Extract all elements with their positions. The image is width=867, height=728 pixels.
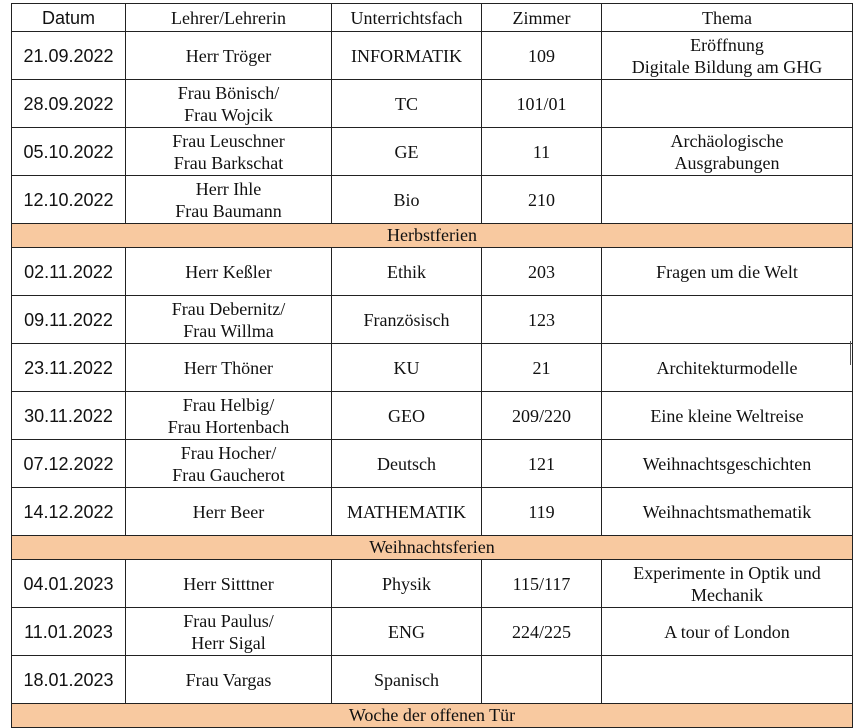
- teacher-name: Frau Willma: [183, 320, 274, 341]
- topic-text: Ausgrabungen: [674, 152, 780, 173]
- header-fach: Unterrichtsfach: [332, 4, 482, 32]
- subject-cell: Spanisch: [332, 656, 482, 704]
- subject-cell: MATHEMATIK: [332, 488, 482, 536]
- lesson-row: [12, 560, 853, 608]
- room-cell: 224/225: [482, 608, 602, 656]
- subject-cell: Französisch: [332, 296, 482, 344]
- break-row: [12, 704, 853, 728]
- teacher-cell: [126, 128, 332, 176]
- date-cell: 21.09.2022: [12, 32, 126, 80]
- teacher-name: Herr Beer: [192, 501, 265, 522]
- teacher-name: Frau Hocher/: [180, 442, 277, 463]
- date-cell: 07.12.2022: [12, 440, 126, 488]
- room-cell: 109: [482, 32, 602, 80]
- teacher-name: Herr Ihle: [195, 178, 262, 199]
- topic-cell: [602, 608, 853, 656]
- room-cell: 11: [482, 128, 602, 176]
- break-row: [12, 224, 853, 248]
- lesson-row: [12, 440, 853, 488]
- teacher-cell: [126, 560, 332, 608]
- lesson-row: [12, 176, 853, 224]
- topic-cell: [602, 296, 853, 344]
- subject-cell: TC: [332, 80, 482, 128]
- date-cell: 11.01.2023: [12, 608, 126, 656]
- topic-text: Architekturmodelle: [656, 357, 798, 378]
- topic-text: Fragen um die Welt: [656, 261, 798, 282]
- topic-text: A tour of London: [664, 621, 790, 642]
- subject-cell: Ethik: [332, 248, 482, 296]
- teacher-cell: [126, 80, 332, 128]
- lesson-row: [12, 296, 853, 344]
- lesson-row: [12, 608, 853, 656]
- teacher-cell: [126, 656, 332, 704]
- topic-text: Weihnachtsgeschichten: [642, 453, 812, 474]
- lesson-row: [12, 248, 853, 296]
- teacher-name: Frau Gaucherot: [172, 464, 285, 485]
- date-cell: 09.11.2022: [12, 296, 126, 344]
- break-label: Woche der offenen Tür: [12, 704, 853, 728]
- break-label: Herbstferien: [12, 224, 853, 248]
- topic-text: Weihnachtsmathematik: [642, 501, 812, 522]
- date-cell: 18.01.2023: [12, 656, 126, 704]
- topic-cell: [602, 128, 853, 176]
- lesson-row: [12, 488, 853, 536]
- date-cell: 02.11.2022: [12, 248, 126, 296]
- teacher-cell: [126, 608, 332, 656]
- teacher-name: Frau Helbig/: [182, 394, 275, 415]
- lesson-row: [12, 80, 853, 128]
- teacher-cell: [126, 344, 332, 392]
- topic-cell: [602, 440, 853, 488]
- teacher-name: Herr Thöner: [183, 357, 274, 378]
- lesson-row: [12, 392, 853, 440]
- date-cell: 28.09.2022: [12, 80, 126, 128]
- schedule-body: [12, 32, 853, 728]
- room-cell: 21: [482, 344, 602, 392]
- date-cell: 30.11.2022: [12, 392, 126, 440]
- room-cell: 101/01: [482, 80, 602, 128]
- room-cell: 123: [482, 296, 602, 344]
- teacher-name: Frau Leuschner: [172, 130, 285, 151]
- teacher-name: Herr Tröger: [185, 45, 272, 66]
- teacher-name: Frau Paulus/: [183, 610, 274, 631]
- teacher-cell: [126, 440, 332, 488]
- room-cell: 115/117: [482, 560, 602, 608]
- topic-cell: [602, 248, 853, 296]
- teacher-cell: [126, 32, 332, 80]
- teacher-name: Frau Wojcik: [184, 104, 273, 125]
- header-thema: Thema: [602, 4, 853, 32]
- schedule-table: [11, 3, 853, 728]
- teacher-cell: [126, 488, 332, 536]
- teacher-cell: [126, 248, 332, 296]
- room-cell: 203: [482, 248, 602, 296]
- date-cell: 05.10.2022: [12, 128, 126, 176]
- topic-cell: [602, 488, 853, 536]
- teacher-name: Frau Debernitz/: [171, 298, 286, 319]
- teacher-name: Frau Baumann: [175, 200, 282, 221]
- date-cell: 14.12.2022: [12, 488, 126, 536]
- lesson-row: [12, 656, 853, 704]
- subject-cell: INFORMATIK: [332, 32, 482, 80]
- room-cell: [482, 656, 602, 704]
- subject-cell: GEO: [332, 392, 482, 440]
- date-cell: 12.10.2022: [12, 176, 126, 224]
- teacher-cell: [126, 176, 332, 224]
- break-row: [12, 536, 853, 560]
- header-datum: Datum: [12, 4, 126, 32]
- header-row: [12, 4, 853, 32]
- break-label: Weihnachtsferien: [12, 536, 853, 560]
- room-cell: 210: [482, 176, 602, 224]
- date-cell: 04.01.2023: [12, 560, 126, 608]
- topic-text: Mechanik: [691, 584, 763, 605]
- topic-text: Eine kleine Weltreise: [650, 405, 804, 426]
- topic-cell: [602, 80, 853, 128]
- lesson-row: [12, 344, 853, 392]
- topic-text: Archäologische: [670, 130, 784, 151]
- header-lehrer: Lehrer/Lehrerin: [126, 4, 332, 32]
- text-cursor: [850, 341, 851, 365]
- topic-text: Digitale Bildung am GHG: [631, 56, 823, 77]
- teacher-name: Frau Bönisch/: [177, 82, 280, 103]
- header-zimmer: Zimmer: [482, 4, 602, 32]
- teacher-name: Herr Sitttner: [183, 573, 274, 594]
- topic-cell: [602, 392, 853, 440]
- teacher-name: Herr Keßler: [185, 261, 272, 282]
- teacher-cell: [126, 392, 332, 440]
- topic-cell: [602, 176, 853, 224]
- teacher-name: Frau Hortenbach: [167, 416, 290, 437]
- subject-cell: Physik: [332, 560, 482, 608]
- room-cell: 119: [482, 488, 602, 536]
- topic-cell: [602, 656, 853, 704]
- topic-cell: [602, 32, 853, 80]
- date-cell: 23.11.2022: [12, 344, 126, 392]
- topic-text: Eröffnung: [690, 34, 764, 55]
- teacher-name: Frau Vargas: [185, 669, 272, 690]
- topic-cell: [602, 560, 853, 608]
- teacher-name: Frau Barkschat: [173, 152, 284, 173]
- subject-cell: Deutsch: [332, 440, 482, 488]
- teacher-cell: [126, 296, 332, 344]
- lesson-row: [12, 32, 853, 80]
- lesson-row: [12, 128, 853, 176]
- teacher-name: Herr Sigal: [191, 632, 266, 653]
- topic-text: Experimente in Optik und: [633, 562, 821, 583]
- room-cell: 209/220: [482, 392, 602, 440]
- topic-cell: [602, 344, 853, 392]
- subject-cell: KU: [332, 344, 482, 392]
- room-cell: 121: [482, 440, 602, 488]
- subject-cell: GE: [332, 128, 482, 176]
- subject-cell: Bio: [332, 176, 482, 224]
- subject-cell: ENG: [332, 608, 482, 656]
